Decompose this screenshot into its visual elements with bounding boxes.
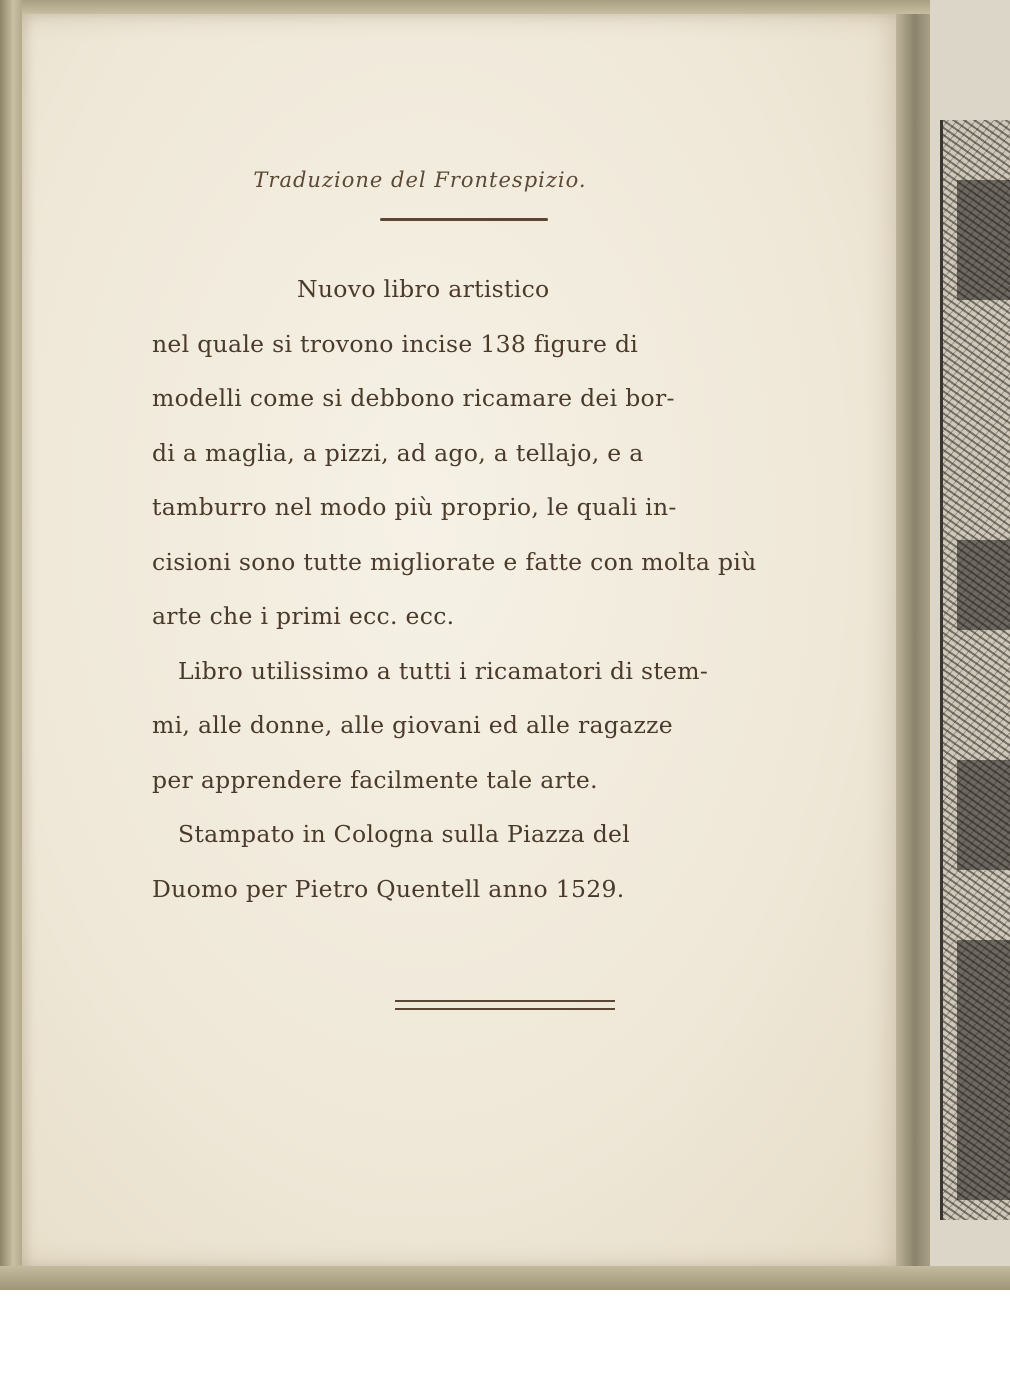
text-line: tamburro nel modo più proprio, le quali in-	[152, 493, 677, 521]
handwritten-text-block	[152, 262, 842, 916]
text-line-title: Nuovo libro artistico	[297, 275, 550, 303]
text-line: mi, alle donne, alle giovani ed alle ragazze	[152, 711, 674, 739]
woodcut-vase	[957, 540, 1010, 630]
heading-rule	[380, 218, 548, 221]
book-gutter	[896, 14, 930, 1268]
book-binding-left	[0, 0, 22, 1290]
woodcut-figure-bottom	[957, 940, 1010, 1200]
page-heading: Traduzione del Frontespizio.	[253, 168, 587, 192]
closing-double-rule-bottom	[395, 1008, 615, 1010]
closing-double-rule-top	[395, 1000, 615, 1002]
text-line: modelli come si debbono ricamare dei bor-	[152, 384, 675, 412]
text-line: di a maglia, a pizzi, ad ago, a tellajo, e a	[152, 438, 644, 467]
text-line: per apprendere facilmente tale arte.	[152, 765, 598, 794]
text-line: Libro utilissimo a tutti i ricamatori di stem-	[178, 656, 709, 685]
woodcut-medallion	[957, 760, 1010, 870]
woodcut-illustration	[940, 120, 1010, 1220]
facing-page-woodcut	[930, 0, 1010, 1290]
book-cover-bottom-edge	[0, 1266, 1010, 1290]
text-line-imprint: Stampato in Cologna sulla Piazza del	[178, 820, 631, 848]
text-line: arte che i primi ecc. ecc.	[152, 602, 455, 630]
text-line-imprint: Duomo per Pietro Quentell anno 1529.	[152, 874, 625, 903]
text-line: cisioni sono tutte migliorate e fatte con molta più	[152, 547, 757, 576]
text-line: nel quale si trovono incise 138 figure di	[152, 329, 639, 358]
woodcut-figure-top	[957, 180, 1010, 300]
